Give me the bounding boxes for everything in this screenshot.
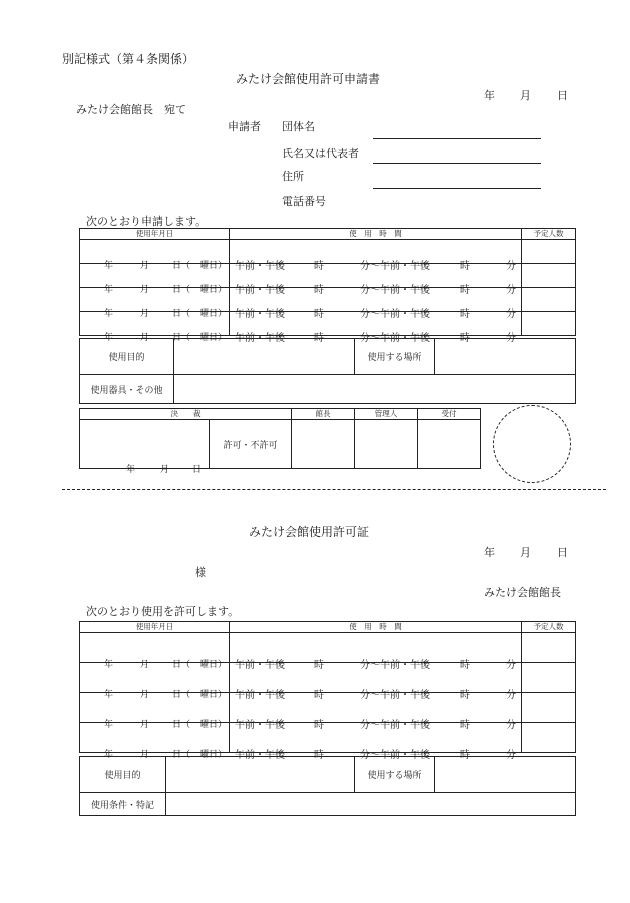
permit-place-input[interactable]: [435, 757, 576, 793]
place-label: 使用する場所: [355, 339, 435, 375]
recipient-sama: 様: [195, 566, 206, 579]
people-cell[interactable]: [522, 633, 576, 663]
address-line[interactable]: [373, 188, 541, 189]
permit-purpose-input[interactable]: [166, 757, 355, 793]
permit-schedule-table: [79, 621, 576, 761]
people-cell[interactable]: [522, 723, 576, 753]
header-people: 予定人数: [522, 229, 576, 240]
place-input[interactable]: [435, 339, 576, 375]
kanrinin-stamp[interactable]: [355, 420, 418, 469]
header-time: 使 用 時 間: [230, 229, 522, 240]
application-intro: 次のとおり申請します。: [86, 215, 207, 228]
people-cell[interactable]: [522, 693, 576, 723]
table-row: 年 月 日（ 曜日） 午前・午後 時 分〜午前・午後 時 分: [80, 240, 576, 264]
application-title: みたけ会館使用許可申請書: [236, 72, 381, 86]
people-cell[interactable]: [522, 663, 576, 693]
kanrinin-header: 管理人: [355, 409, 418, 420]
addressee: みたけ会館館長 宛て: [76, 103, 186, 116]
group-name-line[interactable]: [373, 138, 541, 139]
header-date: 使用年月日: [80, 229, 230, 240]
people-cell[interactable]: [522, 264, 576, 288]
uketsuke-stamp[interactable]: [418, 420, 481, 469]
people-cell[interactable]: [522, 240, 576, 264]
equipment-input[interactable]: [174, 375, 576, 404]
table-row: 年 月 日（ 曜日） 午前・午後 時 分〜午前・午後 時 分: [80, 723, 576, 753]
decision-table: 決 裁 館長 管理人 受付 年 月 日 許可・不許可: [79, 408, 481, 469]
cut-line: [62, 489, 606, 490]
permit-intro: 次のとおり使用を許可します。: [86, 605, 240, 618]
applicant-label: 申請者: [228, 120, 261, 133]
table-row: 年 月 日（ 曜日） 午前・午後 時 分〜午前・午後 時 分: [80, 633, 576, 663]
permit-purpose-table: [79, 756, 576, 816]
permit-purpose-label: 使用目的: [80, 757, 166, 793]
equipment-label: 使用器具・その他: [80, 375, 174, 404]
application-purpose-table: [79, 338, 576, 404]
table-row: 年 月 日（ 曜日） 午前・午後 時 分〜午前・午後 時 分: [80, 264, 576, 288]
seal-circle: [493, 405, 571, 483]
conditions-label: 使用条件・特記: [80, 793, 166, 816]
form-reference: 別記様式（第４条関係）: [62, 52, 195, 66]
application-schedule-table: [79, 228, 576, 344]
decision-header: 決 裁: [80, 409, 292, 420]
issuer: みたけ会館館長: [484, 586, 561, 599]
table-row: 年 月 日（ 曜日） 午前・午後 時 分〜午前・午後 時 分: [80, 312, 576, 336]
uketsuke-header: 受付: [418, 409, 481, 420]
table-row: 年 月 日（ 曜日） 午前・午後 時 分〜午前・午後 時 分: [80, 663, 576, 693]
purpose-label: 使用目的: [80, 339, 174, 375]
table-header-row: 使用年月日 使 用 時 間 予定人数: [80, 622, 576, 633]
purpose-input[interactable]: [174, 339, 355, 375]
people-cell[interactable]: [522, 288, 576, 312]
representative-line[interactable]: [373, 163, 541, 164]
table-header-row: [80, 229, 576, 240]
people-cell[interactable]: [522, 312, 576, 336]
permit-choice[interactable]: 許可・不許可: [210, 420, 292, 469]
conditions-input[interactable]: [166, 793, 576, 816]
field-address: 住所: [282, 170, 304, 183]
kancho-stamp[interactable]: [292, 420, 355, 469]
table-row: 年 月 日（ 曜日） 午前・午後 時 分〜午前・午後 時 分: [80, 693, 576, 723]
permit-place-label: 使用する場所: [355, 757, 435, 793]
field-group-name: 団体名: [282, 120, 315, 133]
permit-title: みたけ会館使用許可証: [249, 525, 370, 539]
table-row: 年 月 日（ 曜日） 午前・午後 時 分〜午前・午後 時 分: [80, 288, 576, 312]
kancho-header: 館長: [292, 409, 355, 420]
field-phone: 電話番号: [282, 195, 326, 208]
field-representative: 氏名又は代表者: [282, 147, 359, 160]
